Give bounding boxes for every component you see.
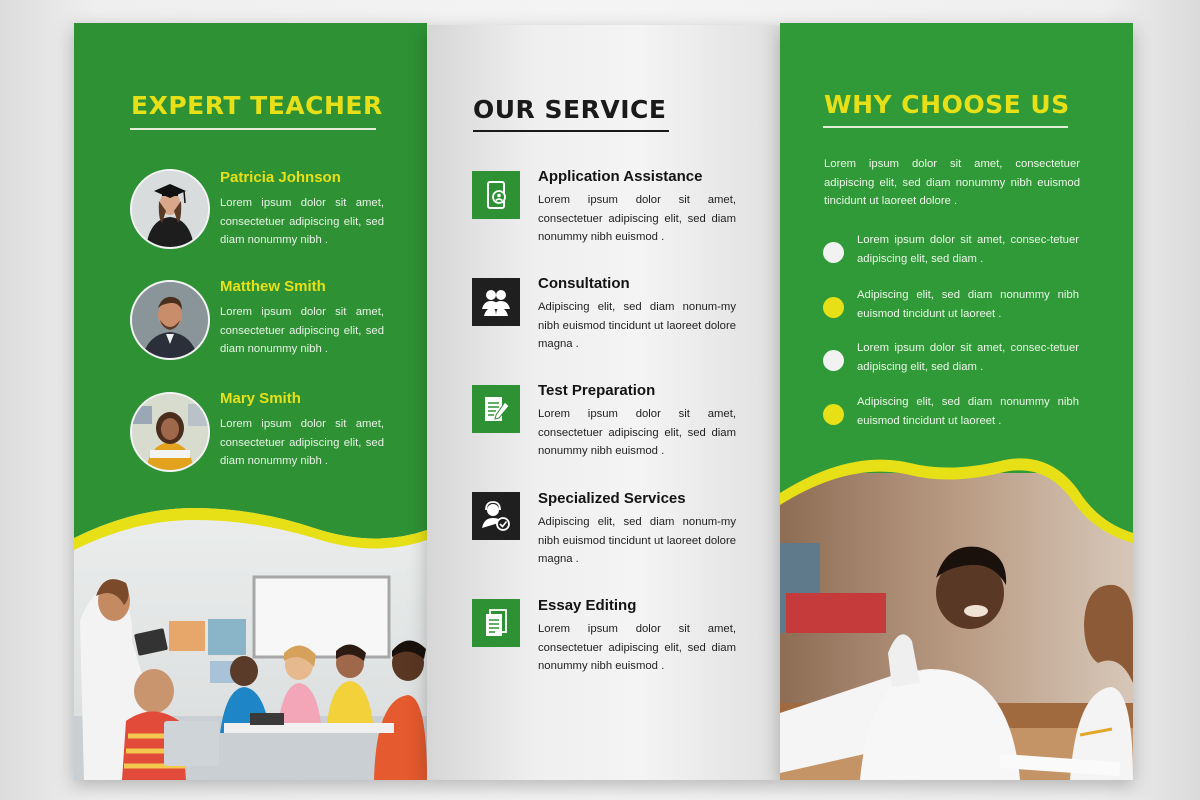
service-title: Application Assistance bbox=[538, 168, 703, 185]
teacher-photo-patricia bbox=[130, 169, 210, 249]
service-description: Adipiscing elit, sed diam nonum-my nibh euismod tincidunt ut laoreet dolore magna . bbox=[538, 301, 736, 350]
teacher-description: Lorem ipsum dolor sit amet, consectetuer adipiscing elit, sed diam nonummy nibh . bbox=[220, 306, 384, 355]
support-agent-icon bbox=[472, 492, 520, 540]
service-description: Adipiscing elit, sed diam nonum-my nibh euismod tincidunt ut laoreet dolore magna . bbox=[538, 516, 736, 565]
heading-underline bbox=[473, 130, 669, 132]
service-title: Specialized Services bbox=[538, 490, 686, 507]
why-point-text: Lorem ipsum dolor sit amet, consec-tetuer adipiscing elit, sed diam . bbox=[857, 234, 1079, 265]
heading-underline bbox=[823, 126, 1068, 128]
mobile-user-icon bbox=[472, 171, 520, 219]
service-description: Lorem ipsum dolor sit amet, consectetuer adipiscing elit, sed diam nonummy nibh euismod . bbox=[538, 408, 736, 457]
expert-teacher-heading: EXPERT TEACHER bbox=[131, 91, 383, 120]
bullet-dot-white bbox=[823, 350, 844, 371]
right-wave-decoration bbox=[780, 453, 1133, 543]
service-description: Lorem ipsum dolor sit amet, consectetuer adipiscing elit, sed diam nonummy nibh euismod . bbox=[538, 623, 736, 672]
service-description: Lorem ipsum dolor sit amet, consectetuer adipiscing elit, sed diam nonummy nibh euismod . bbox=[538, 194, 736, 243]
service-title: Essay Editing bbox=[538, 597, 637, 614]
bullet-dot-yellow bbox=[823, 297, 844, 318]
bullet-dot-white bbox=[823, 242, 844, 263]
our-service-heading: OUR SERVICE bbox=[473, 95, 667, 124]
teacher-description: Lorem ipsum dolor sit amet, consectetuer adipiscing elit, sed diam nonummy nibh . bbox=[220, 418, 384, 467]
our-service-panel bbox=[427, 25, 780, 780]
service-title: Test Preparation bbox=[538, 382, 656, 399]
teacher-name: Patricia Johnson bbox=[220, 169, 341, 186]
why-choose-us-heading: WHY CHOOSE US bbox=[824, 90, 1070, 119]
expert-teacher-panel bbox=[74, 23, 427, 780]
left-wave-decoration bbox=[74, 488, 427, 558]
why-choose-us-panel bbox=[780, 23, 1133, 780]
why-point-text: Adipiscing elit, sed diam nonummy nibh euismod tincidunt ut laoreet . bbox=[857, 289, 1079, 320]
why-point-text: Lorem ipsum dolor sit amet, consec-tetuer adipiscing elit, sed diam . bbox=[857, 342, 1079, 373]
service-title: Consultation bbox=[538, 275, 630, 292]
teacher-photo-mary bbox=[130, 392, 210, 472]
teacher-photo-matthew bbox=[130, 280, 210, 360]
why-point-text: Adipiscing elit, sed diam nonummy nibh euismod tincidunt ut laoreet . bbox=[857, 396, 1079, 427]
document-pen-icon bbox=[472, 385, 520, 433]
group-icon bbox=[472, 278, 520, 326]
teacher-name: Mary Smith bbox=[220, 390, 301, 407]
graduate-portrait-icon bbox=[132, 171, 208, 247]
bullet-dot-yellow bbox=[823, 404, 844, 425]
man-portrait-icon bbox=[132, 282, 208, 358]
documents-icon bbox=[472, 599, 520, 647]
teacher-description: Lorem ipsum dolor sit amet, consectetuer adipiscing elit, sed diam nonummy nibh . bbox=[220, 197, 384, 246]
heading-underline bbox=[130, 128, 376, 130]
teacher-name: Matthew Smith bbox=[220, 278, 326, 295]
why-intro-text: Lorem ipsum dolor sit amet, consectetuer adipiscing elit, sed diam nonummy nibh euismod tincidunt ut laoreet dolore . bbox=[824, 158, 1080, 207]
woman-classroom-portrait-icon bbox=[132, 394, 208, 470]
